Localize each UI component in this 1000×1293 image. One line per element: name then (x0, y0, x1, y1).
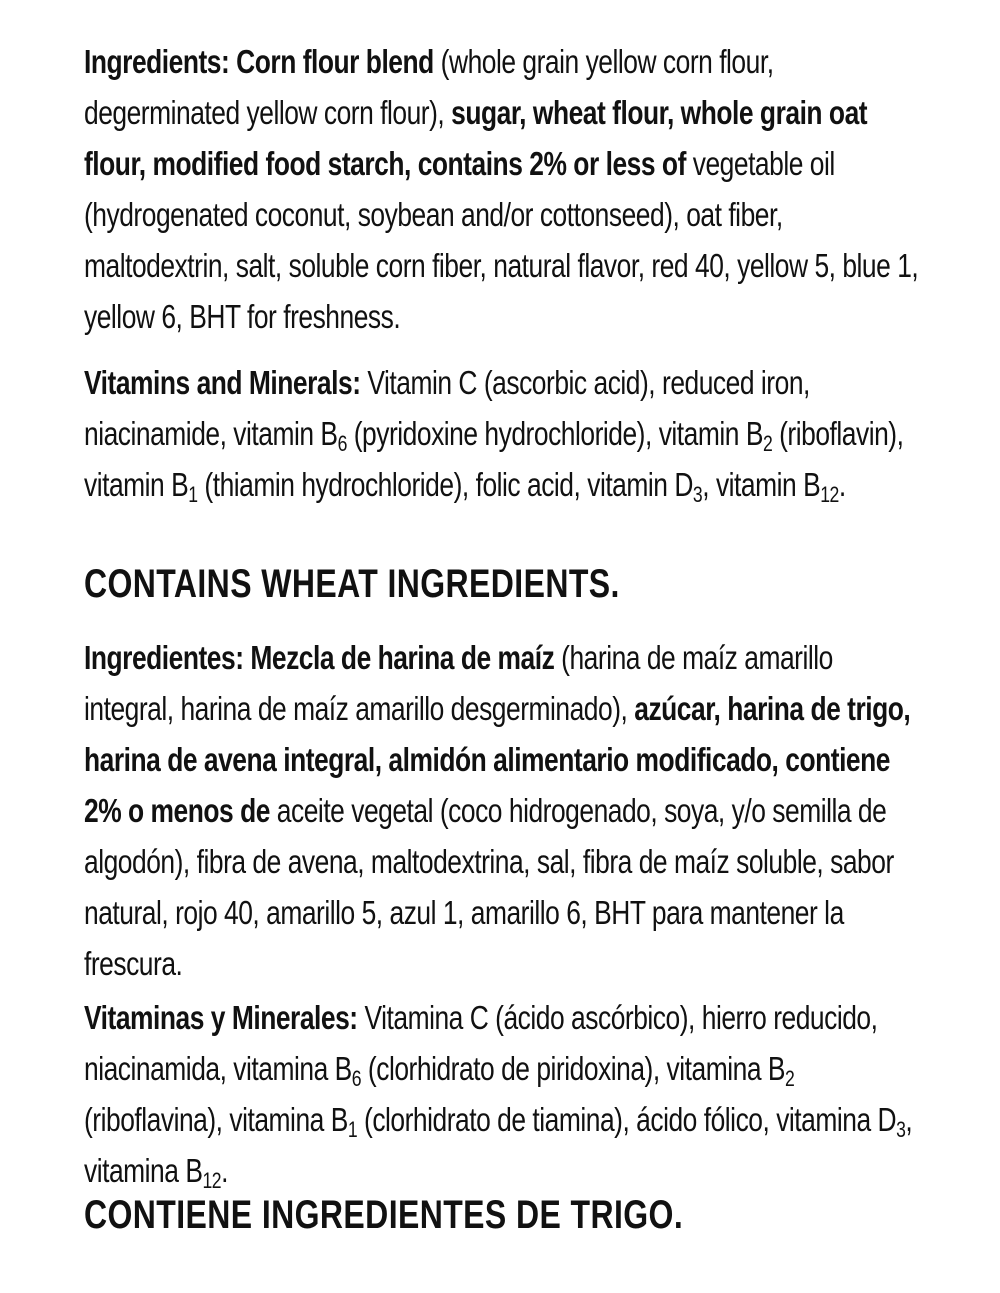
bold-segment: sugar, wheat flour, whole grain oat flour, modified food starch, contains 2% or less of (84, 94, 868, 182)
english-ingredients (84, 36, 1000, 342)
spanish-ingredients-text (84, 632, 924, 989)
bold-segment: azúcar, harina de trigo, harina de avena integral, almidón alimentario modificado, contiene 2% o menos de (84, 690, 911, 829)
text-segment: vegetable oil (hydrogenated coconut, soybean and/or cottonseed), oat fiber, maltodextrin, salt, soluble corn fiber, natural flavor, red 40, yellow 5, blue 1, yellow 6, BHT for freshness. (84, 145, 919, 335)
text-segment: Vitamina C (ácido ascórbico), hierro reducido, niacinamida, vitamina B (84, 999, 878, 1087)
text-segment: (clorhidrato de tiamina), ácido fólico, vitamina D (357, 1101, 897, 1138)
english-vitamins (84, 357, 1000, 510)
bold-segment: Vitaminas y Minerales: (84, 999, 358, 1036)
text-segment: (whole grain yellow corn flour, degerminated yellow corn flour), (84, 43, 774, 131)
text-segment: aceite vegetal (coco hidrogenado, soya, y/o semilla de algodón), fibra de avena, maltodextrina, sal, fibra de maíz soluble, sabor natural, rojo 40, amarillo 5, azul 1, amarillo 6, BHT para mantener la frescura. (84, 792, 894, 982)
text-segment: (thiamin hydrochloride), folic acid, vitamin D (197, 466, 693, 503)
text-segment: , vitamina B (84, 1101, 913, 1189)
english-ingredients-text (84, 36, 924, 342)
text-segment: . (838, 466, 846, 503)
subscript: 6 (351, 1066, 362, 1091)
subscript: 12 (202, 1168, 222, 1193)
text-segment: (riboflavin), vitamin B (84, 415, 904, 503)
spanish-ingredients (84, 632, 1000, 989)
spanish-vitamins (84, 992, 1000, 1196)
text-segment: (harina de maíz amarillo integral, harina de maíz amarillo desgerminado), (84, 639, 833, 727)
subscript: 6 (337, 431, 347, 456)
english-allergen-statement: CONTAINS WHEAT INGREDIENTS. (84, 562, 620, 606)
text-segment: , vitamin B (702, 466, 821, 503)
bold-segment: Ingredientes: Mezcla de harina de maíz (84, 639, 555, 676)
subscript: 12 (820, 482, 839, 507)
text-segment: Vitamin C (ascorbic acid), reduced iron, niacinamide, vitamin B (84, 364, 810, 452)
subscript: 1 (347, 1117, 358, 1142)
english-vitamins-text (84, 357, 924, 510)
subscript: 2 (785, 1066, 795, 1091)
bold-segment: Vitamins and Minerals: (84, 364, 361, 401)
text-segment: (riboflavina), vitamina B (84, 1101, 348, 1138)
english-allergen (84, 557, 1000, 611)
bold-segment: Ingredients: Corn flour blend (84, 43, 434, 80)
subscript: 1 (188, 482, 198, 507)
spanish-allergen (84, 1188, 1000, 1242)
text-segment: (pyridoxine hydrochloride), vitamin B (346, 415, 763, 452)
spanish-vitamins-text (84, 992, 924, 1196)
text-segment: (clorhidrato de piridoxina), vitamina B (361, 1050, 786, 1087)
subscript: 2 (762, 431, 773, 456)
subscript: 3 (896, 1117, 906, 1142)
subscript: 3 (692, 482, 703, 507)
spanish-allergen-statement: CONTIENE INGREDIENTES DE TRIGO. (84, 1193, 684, 1237)
text-segment: . (221, 1152, 228, 1189)
